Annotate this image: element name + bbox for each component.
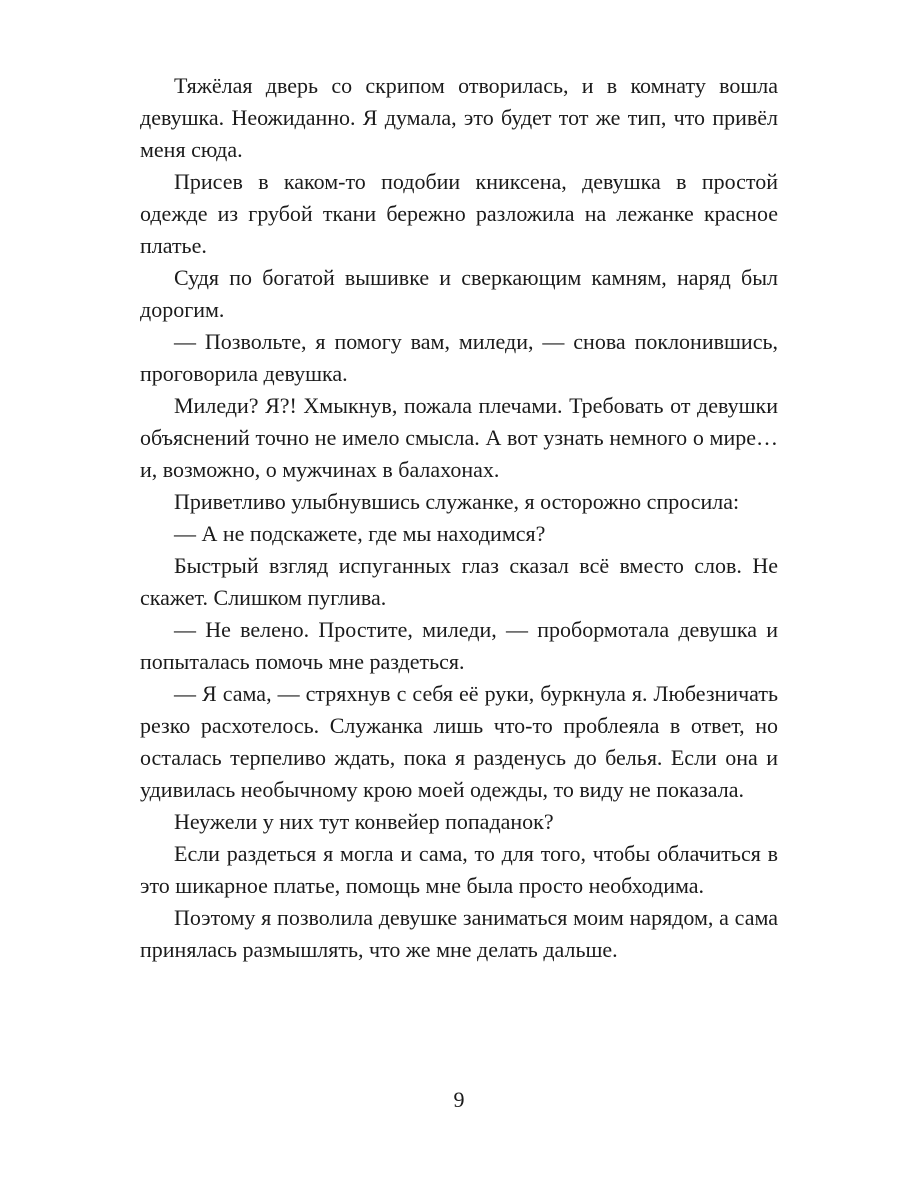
paragraph: — Позвольте, я помогу вам, миледи, — снова поклонившись, проговорила девушка.	[140, 329, 778, 386]
paragraph: Быстрый взгляд испуганных глаз сказал всё вместо слов. Не скажет. Слишком пуглива.	[140, 553, 778, 610]
paragraph: Неужели у них тут конвейер попаданок?	[174, 809, 554, 834]
paragraph: — Не велено. Простите, миледи, — пробормотала девушка и попыталась помочь мне раздеться.	[140, 617, 778, 674]
paragraph: Поэтому я позволила девушке заниматься моим нарядом, а сама принялась размышлять, что же мне делать дальше.	[140, 905, 778, 962]
paragraph: Миледи? Я?! Хмыкнув, пожала плечами. Требовать от девушки объяснений точно не имело смысла. А вот узнать немного о мире… и, возможно, о мужчинах в балахонах.	[140, 393, 778, 482]
paragraph: Присев в каком-то подобии книксена, девушка в простой одежде из грубой ткани бережно разложила на лежанке красное платье.	[140, 169, 778, 258]
paragraph: — А не подскажете, где мы находимся?	[174, 521, 546, 546]
paragraph: Если раздеться я могла и сама, то для того, чтобы облачиться в это шикарное платье, помощь мне была просто необходима.	[140, 841, 778, 898]
paragraph: Приветливо улыбнувшись служанке, я осторожно спросила:	[174, 489, 740, 514]
page-text	[140, 70, 778, 966]
page-number: 9	[453, 1087, 465, 1112]
paragraph: — Я сама, — стряхнув с себя её руки, буркнула я. Любезничать резко расхотелось. Служанка лишь что-то проблеяла в ответ, но осталась терпеливо ждать, пока я разденусь до белья. Если она и удивилась необычному крою моей одежды, то виду не показала.	[140, 681, 778, 802]
paragraph: Судя по богатой вышивке и сверкающим камням, наряд был дорогим.	[140, 265, 778, 322]
paragraph: Тяжёлая дверь со скрипом отворилась, и в комнату вошла девушка. Неожиданно. Я думала, это будет тот же тип, что привёл меня сюда.	[140, 73, 778, 162]
